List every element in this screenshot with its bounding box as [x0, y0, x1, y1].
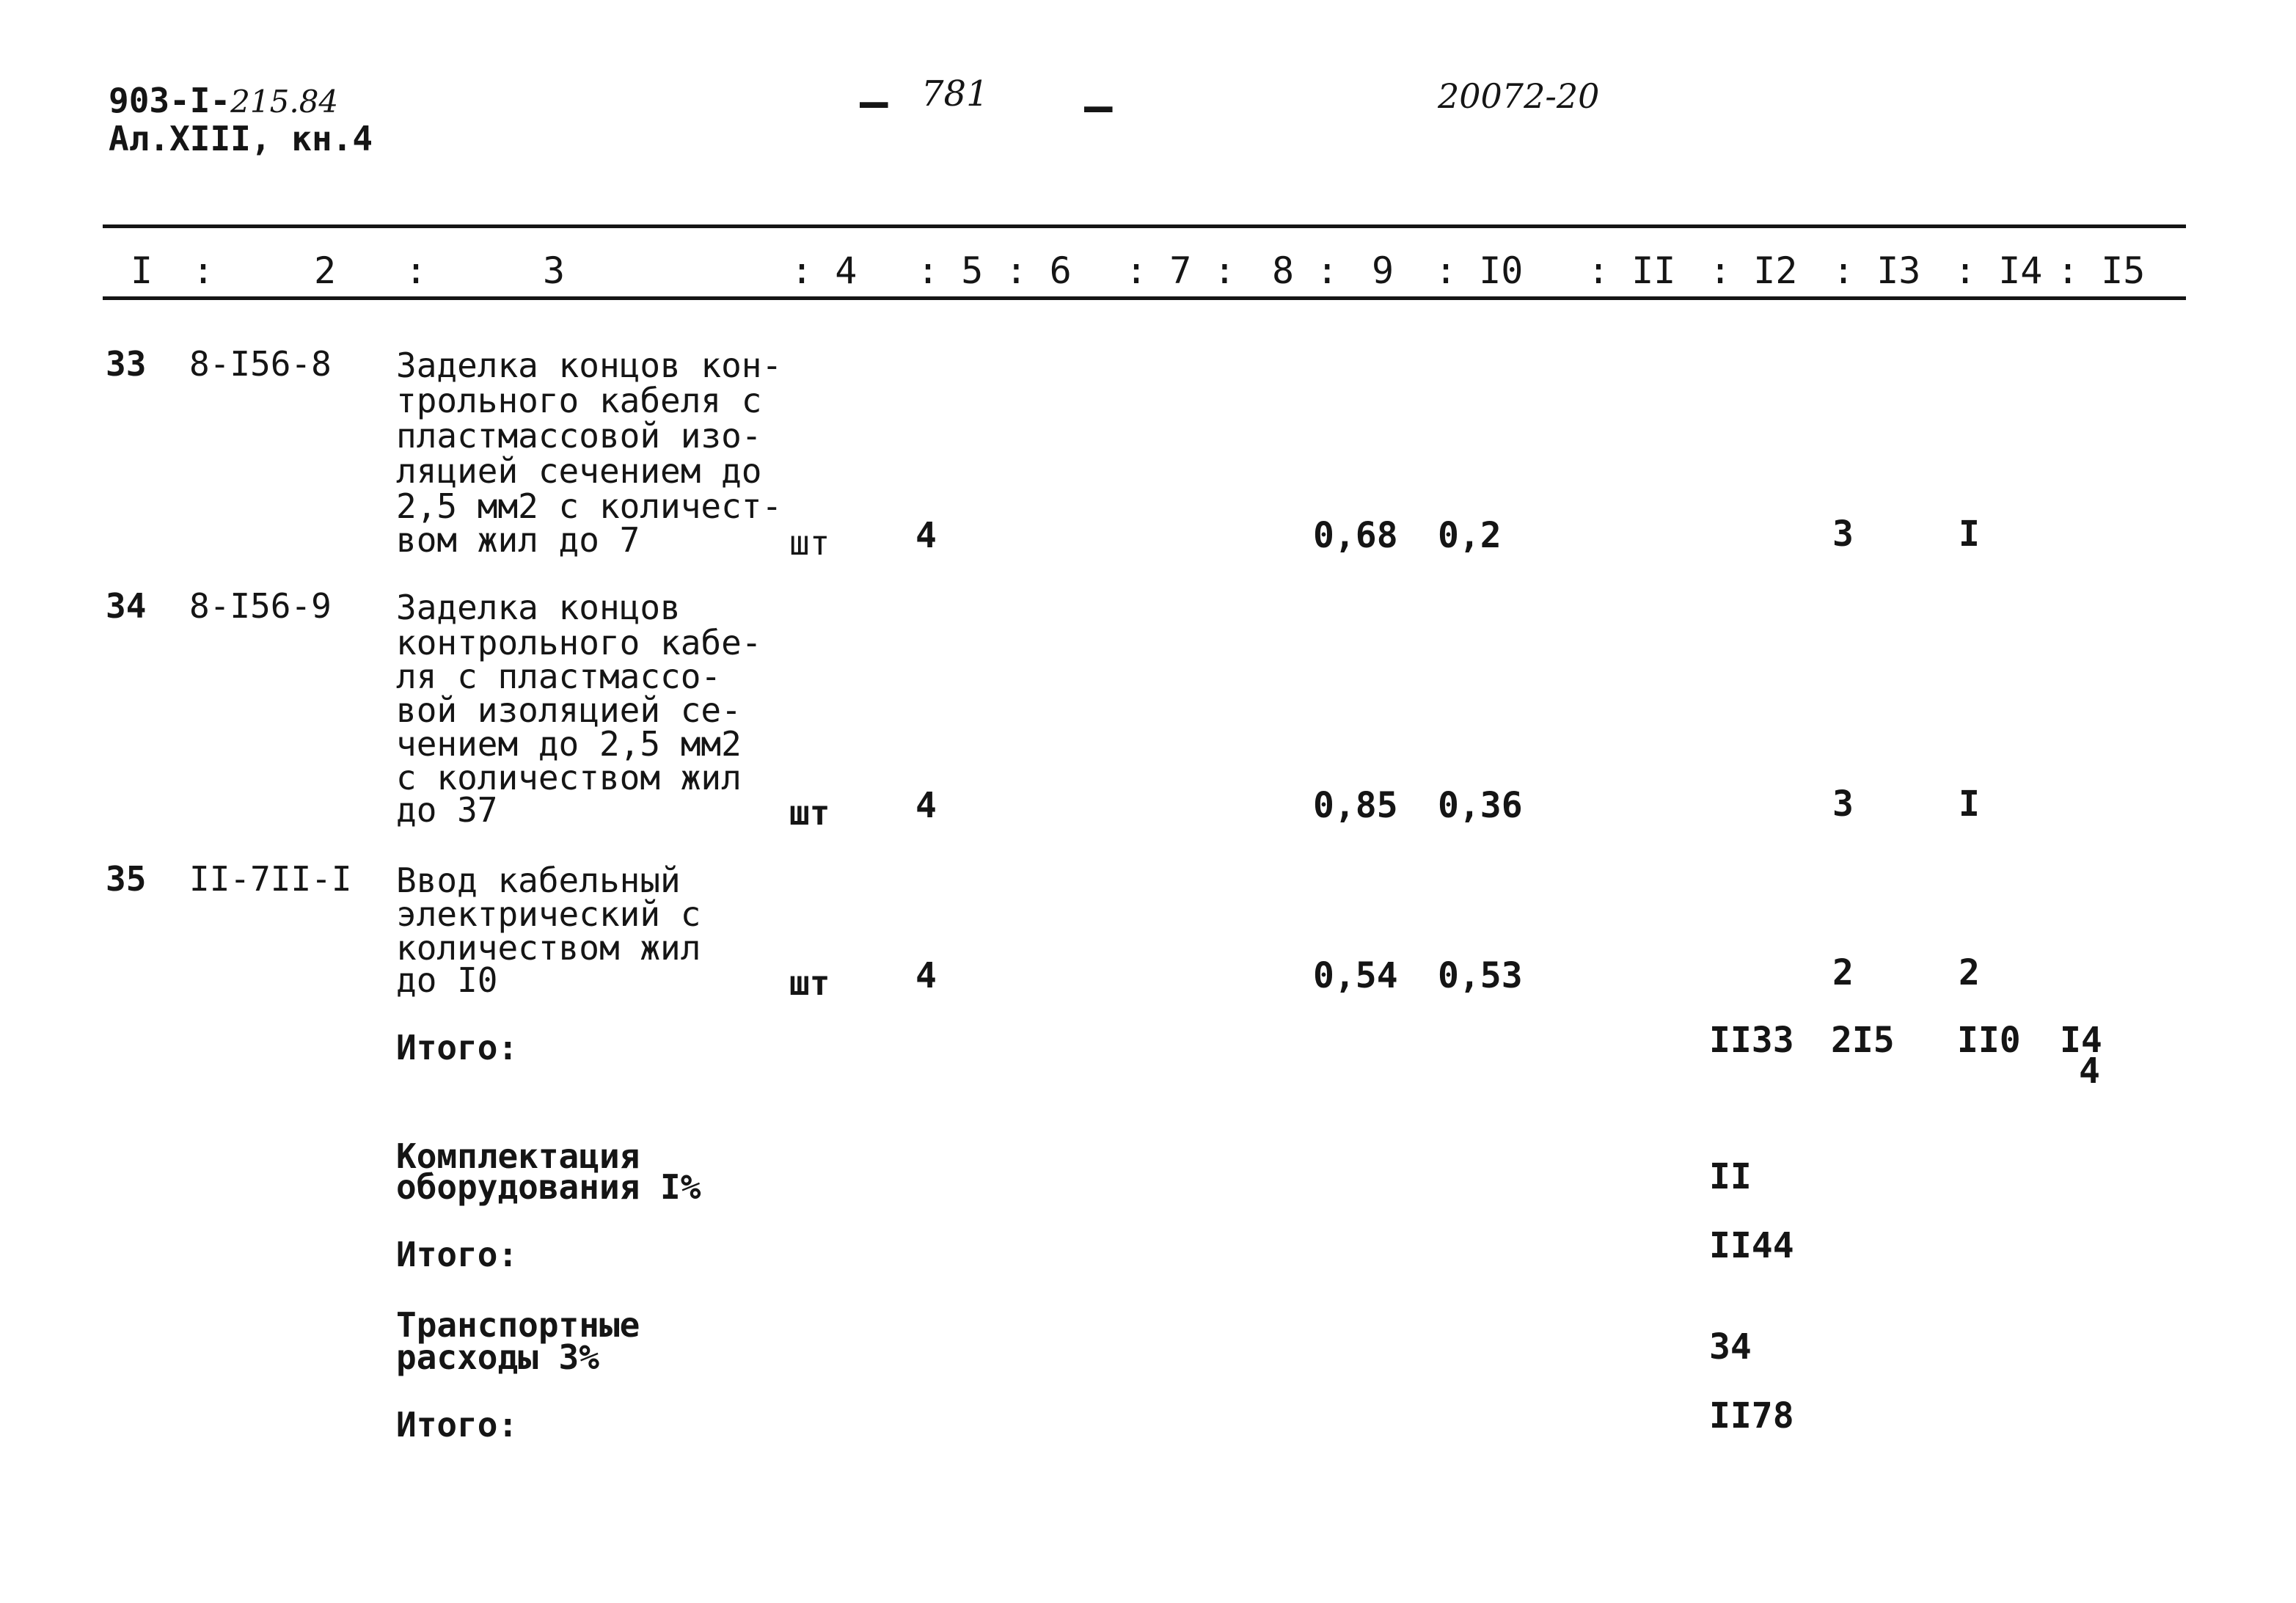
value-col-13: 3 — [1832, 784, 1854, 825]
document-number: 20072-20 — [1438, 76, 1600, 116]
row-number: 34 — [106, 586, 147, 626]
equipment-completion-label: Комплектация — [396, 1136, 640, 1176]
document-code — [109, 82, 338, 120]
total-label: Итого: — [396, 1405, 519, 1445]
transport-costs-label: расходы 3% — [396, 1337, 599, 1377]
page-number-dash-left: – — [860, 76, 888, 130]
value-col-14: I — [1959, 514, 1980, 555]
value-col-10: 0,36 — [1438, 785, 1523, 826]
column-header-separator: : — [192, 249, 215, 292]
column-header-2: 2 — [314, 249, 337, 292]
work-description-line: Заделка концов кон- — [396, 346, 783, 385]
work-description-line: контрольного кабе- — [396, 623, 762, 662]
column-header-15: : I5 — [2057, 249, 2146, 292]
transport-costs-value: 34 — [1709, 1326, 1752, 1368]
column-header-12: : I2 — [1709, 249, 1798, 292]
quantity: 4 — [915, 515, 937, 556]
value-col-13: 3 — [1832, 514, 1854, 555]
work-description-line: 2,5 мм2 с количест- — [396, 486, 783, 526]
column-header-7: : 7 : — [1125, 249, 1236, 292]
quantity: 4 — [915, 955, 937, 996]
work-description-line: Ввод кабельный — [396, 861, 681, 900]
column-header-10: : I0 — [1435, 249, 1524, 292]
unit: шт — [789, 523, 830, 563]
unit: шт — [789, 963, 830, 1003]
work-description-line: чением до 2,5 мм2 — [396, 724, 742, 764]
row-number: 35 — [106, 859, 147, 899]
work-description-line: вом жил до 7 — [396, 520, 640, 560]
page-number: 781 — [921, 73, 989, 114]
quantity: 4 — [915, 785, 937, 826]
equipment-completion-label: оборудования I% — [396, 1167, 701, 1207]
work-description-line: ля с пластмассо- — [396, 657, 722, 696]
total-label: Итого: — [396, 1235, 519, 1274]
total-col-15-second-line: 4 — [2079, 1051, 2100, 1092]
page-number-dash-right: – — [1084, 80, 1113, 134]
work-description-line: до 37 — [396, 790, 498, 830]
work-description-line: вой изоляцией се- — [396, 690, 742, 730]
work-description-line: ляцией сечением до — [396, 451, 762, 491]
column-header-13: : I3 — [1832, 249, 1921, 292]
transport-costs-label: Транспортные — [396, 1305, 640, 1345]
album-reference: Ал.XIII, кн.4 — [109, 119, 373, 158]
work-description-line: пластмассовой изо- — [396, 416, 762, 456]
column-header-1: I — [131, 249, 153, 292]
column-header-9: 9 — [1372, 249, 1394, 292]
column-header-8: 8 : — [1272, 249, 1339, 292]
column-header-11: : II — [1587, 249, 1676, 292]
value-col-9: 0,54 — [1313, 955, 1398, 996]
total-col-15: I4 — [2060, 1020, 2102, 1061]
value-col-10: 0,2 — [1438, 515, 1502, 556]
total-col-12: II78 — [1709, 1395, 1794, 1436]
total-col-13: 2I5 — [1831, 1020, 1895, 1061]
value-col-14: 2 — [1959, 952, 1980, 993]
value-col-9: 0,68 — [1313, 515, 1398, 556]
work-description-line: трольного кабеля с — [396, 381, 762, 420]
value-col-13: 2 — [1832, 952, 1854, 993]
total-col-12: II33 — [1709, 1020, 1794, 1061]
work-description-line: с количеством жил — [396, 758, 742, 797]
total-col-14: II0 — [1957, 1020, 2021, 1061]
column-header-14: : I4 — [1954, 249, 2043, 292]
document-code-printed: 903-I- — [109, 81, 231, 120]
row-number: 33 — [106, 344, 147, 384]
work-description-line: до I0 — [396, 960, 498, 1000]
total-label: Итого: — [396, 1028, 519, 1067]
work-description-line: электрический с — [396, 894, 701, 934]
work-description-line: Заделка концов — [396, 588, 681, 627]
rate-code: 8-I56-9 — [189, 586, 332, 626]
unit: шт — [789, 793, 830, 833]
column-header-separator: : — [405, 249, 428, 292]
value-col-10: 0,53 — [1438, 955, 1523, 996]
rate-code: 8-I56-8 — [189, 344, 332, 384]
column-header-4: : 4 — [791, 249, 858, 292]
document-code-handwritten: 215.84 — [230, 84, 339, 120]
equipment-completion-value: II — [1709, 1156, 1752, 1197]
value-col-9: 0,85 — [1313, 785, 1398, 826]
header-rule-top — [103, 224, 2186, 228]
total-col-12: II44 — [1709, 1225, 1794, 1266]
value-col-14: I — [1959, 784, 1980, 825]
rate-code: II-7II-I — [189, 859, 352, 899]
column-header-3: 3 — [543, 249, 566, 292]
work-description-line: количеством жил — [396, 928, 701, 968]
header-rule-bottom — [103, 296, 2186, 300]
column-header-5-6: : 5 : 6 — [917, 249, 1072, 292]
